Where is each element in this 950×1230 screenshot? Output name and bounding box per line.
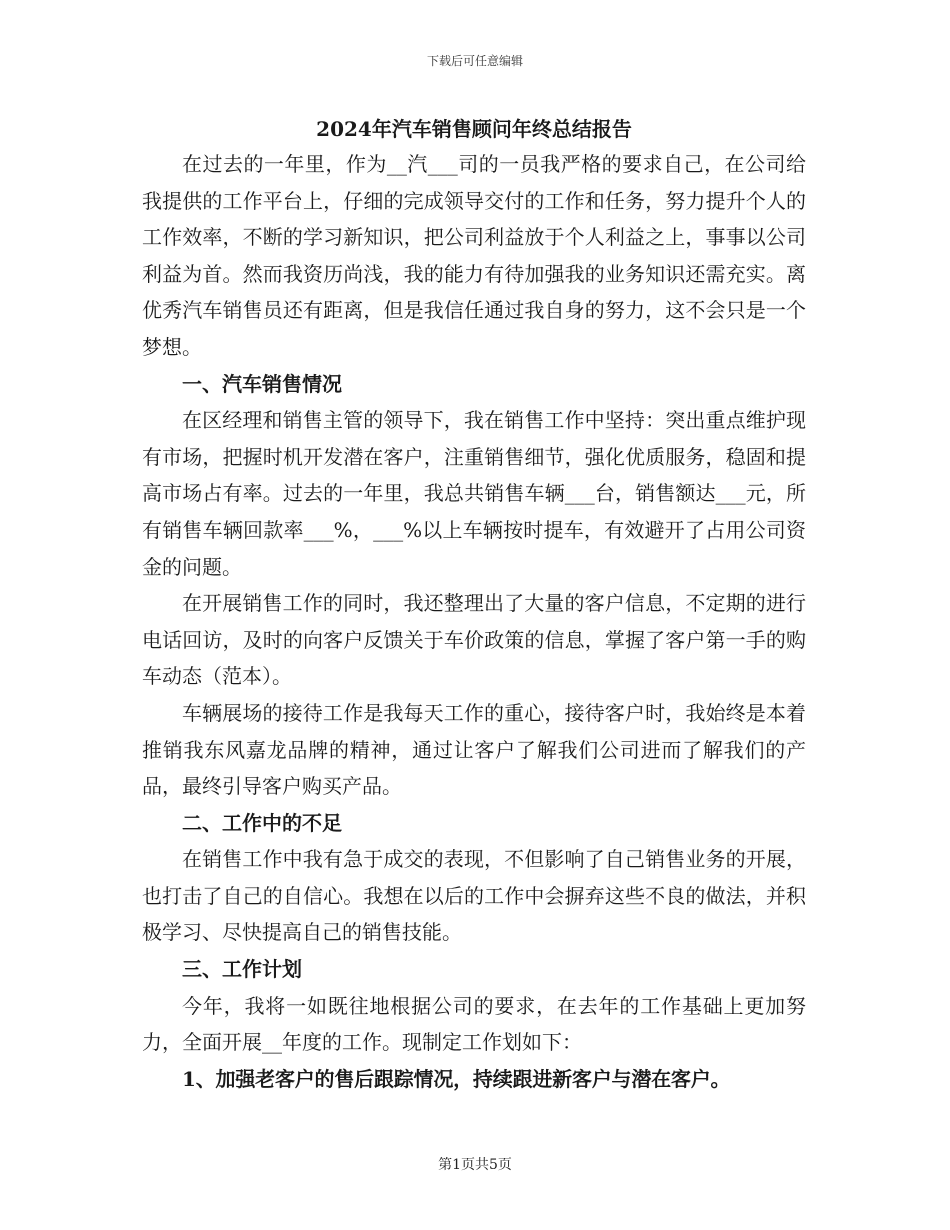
section-heading-sales: 一、汽车销售情况 <box>182 371 342 396</box>
sales-paragraph-2: 在开展销售工作的同时，我还整理出了大量的客户信息，不定期的进行电话回访，及时的向客户反馈关于车价政策的信息，掌握了客户第一手的购车动态（范本）。 <box>142 591 806 689</box>
plan-item-1: 1、加强老客户的售后跟踪情况，持续跟进新客户与潜在客户。 <box>182 1066 731 1091</box>
page-header-note: 下载后可任意编辑 <box>426 54 523 68</box>
section-heading-plan: 三、工作计划 <box>182 957 302 982</box>
document-title: 2024年汽车销售顾问年终总结报告 <box>316 117 632 141</box>
section-heading-shortcomings: 二、工作中的不足 <box>182 810 342 835</box>
intro-paragraph: 在过去的一年里，作为__汽___司的一员我严格的要求自己，在公司给我提供的工作平台上，仔细的完成领导交付的工作和任务，努力提升个人的工作效率，不断的学习新知识，把公司利益放于个人利益之上，事事以公司利益为首。然而我资历尚浅，我的能力有待加强我的业务知识还需充实。离优秀汽车销售员还有距离，但是我信任通过我自身的努力，这不会只是一个梦想。 <box>142 152 806 359</box>
document-body <box>142 112 806 1097</box>
sales-paragraph-3: 车辆展场的接待工作是我每天工作的重心，接待客户时，我始终是本着推销我东风嘉龙品牌的精神，通过让客户了解我们公司进而了解我们的产品，最终引导客户购买产品。 <box>142 700 806 799</box>
sales-paragraph-1: 在区经理和销售主管的领导下，我在销售工作中坚持：突出重点维护现有市场，把握时机开发潜在客户，注重销售细节，强化优质服务，稳固和提高市场占有率。过去的一年里，我总共销售车辆___台，销售额达___元，所有销售车辆回款率___%，___%以上车辆按时提车，有效避开了占用公司资金的问题。 <box>142 408 806 579</box>
shortcomings-paragraph: 在销售工作中我有急于成交的表现，不但影响了自己销售业务的开展，也打击了自己的自信心。我想在以后的工作中会摒弃这些不良的做法，并积极学习、尽快提高自己的销售技能。 <box>142 847 806 945</box>
page-number: 第1页共5页 <box>438 1157 512 1173</box>
plan-paragraph: 今年，我将一如既往地根据公司的要求，在去年的工作基础上更加努力，全面开展__年度的工作。现制定工作划如下： <box>142 993 806 1055</box>
